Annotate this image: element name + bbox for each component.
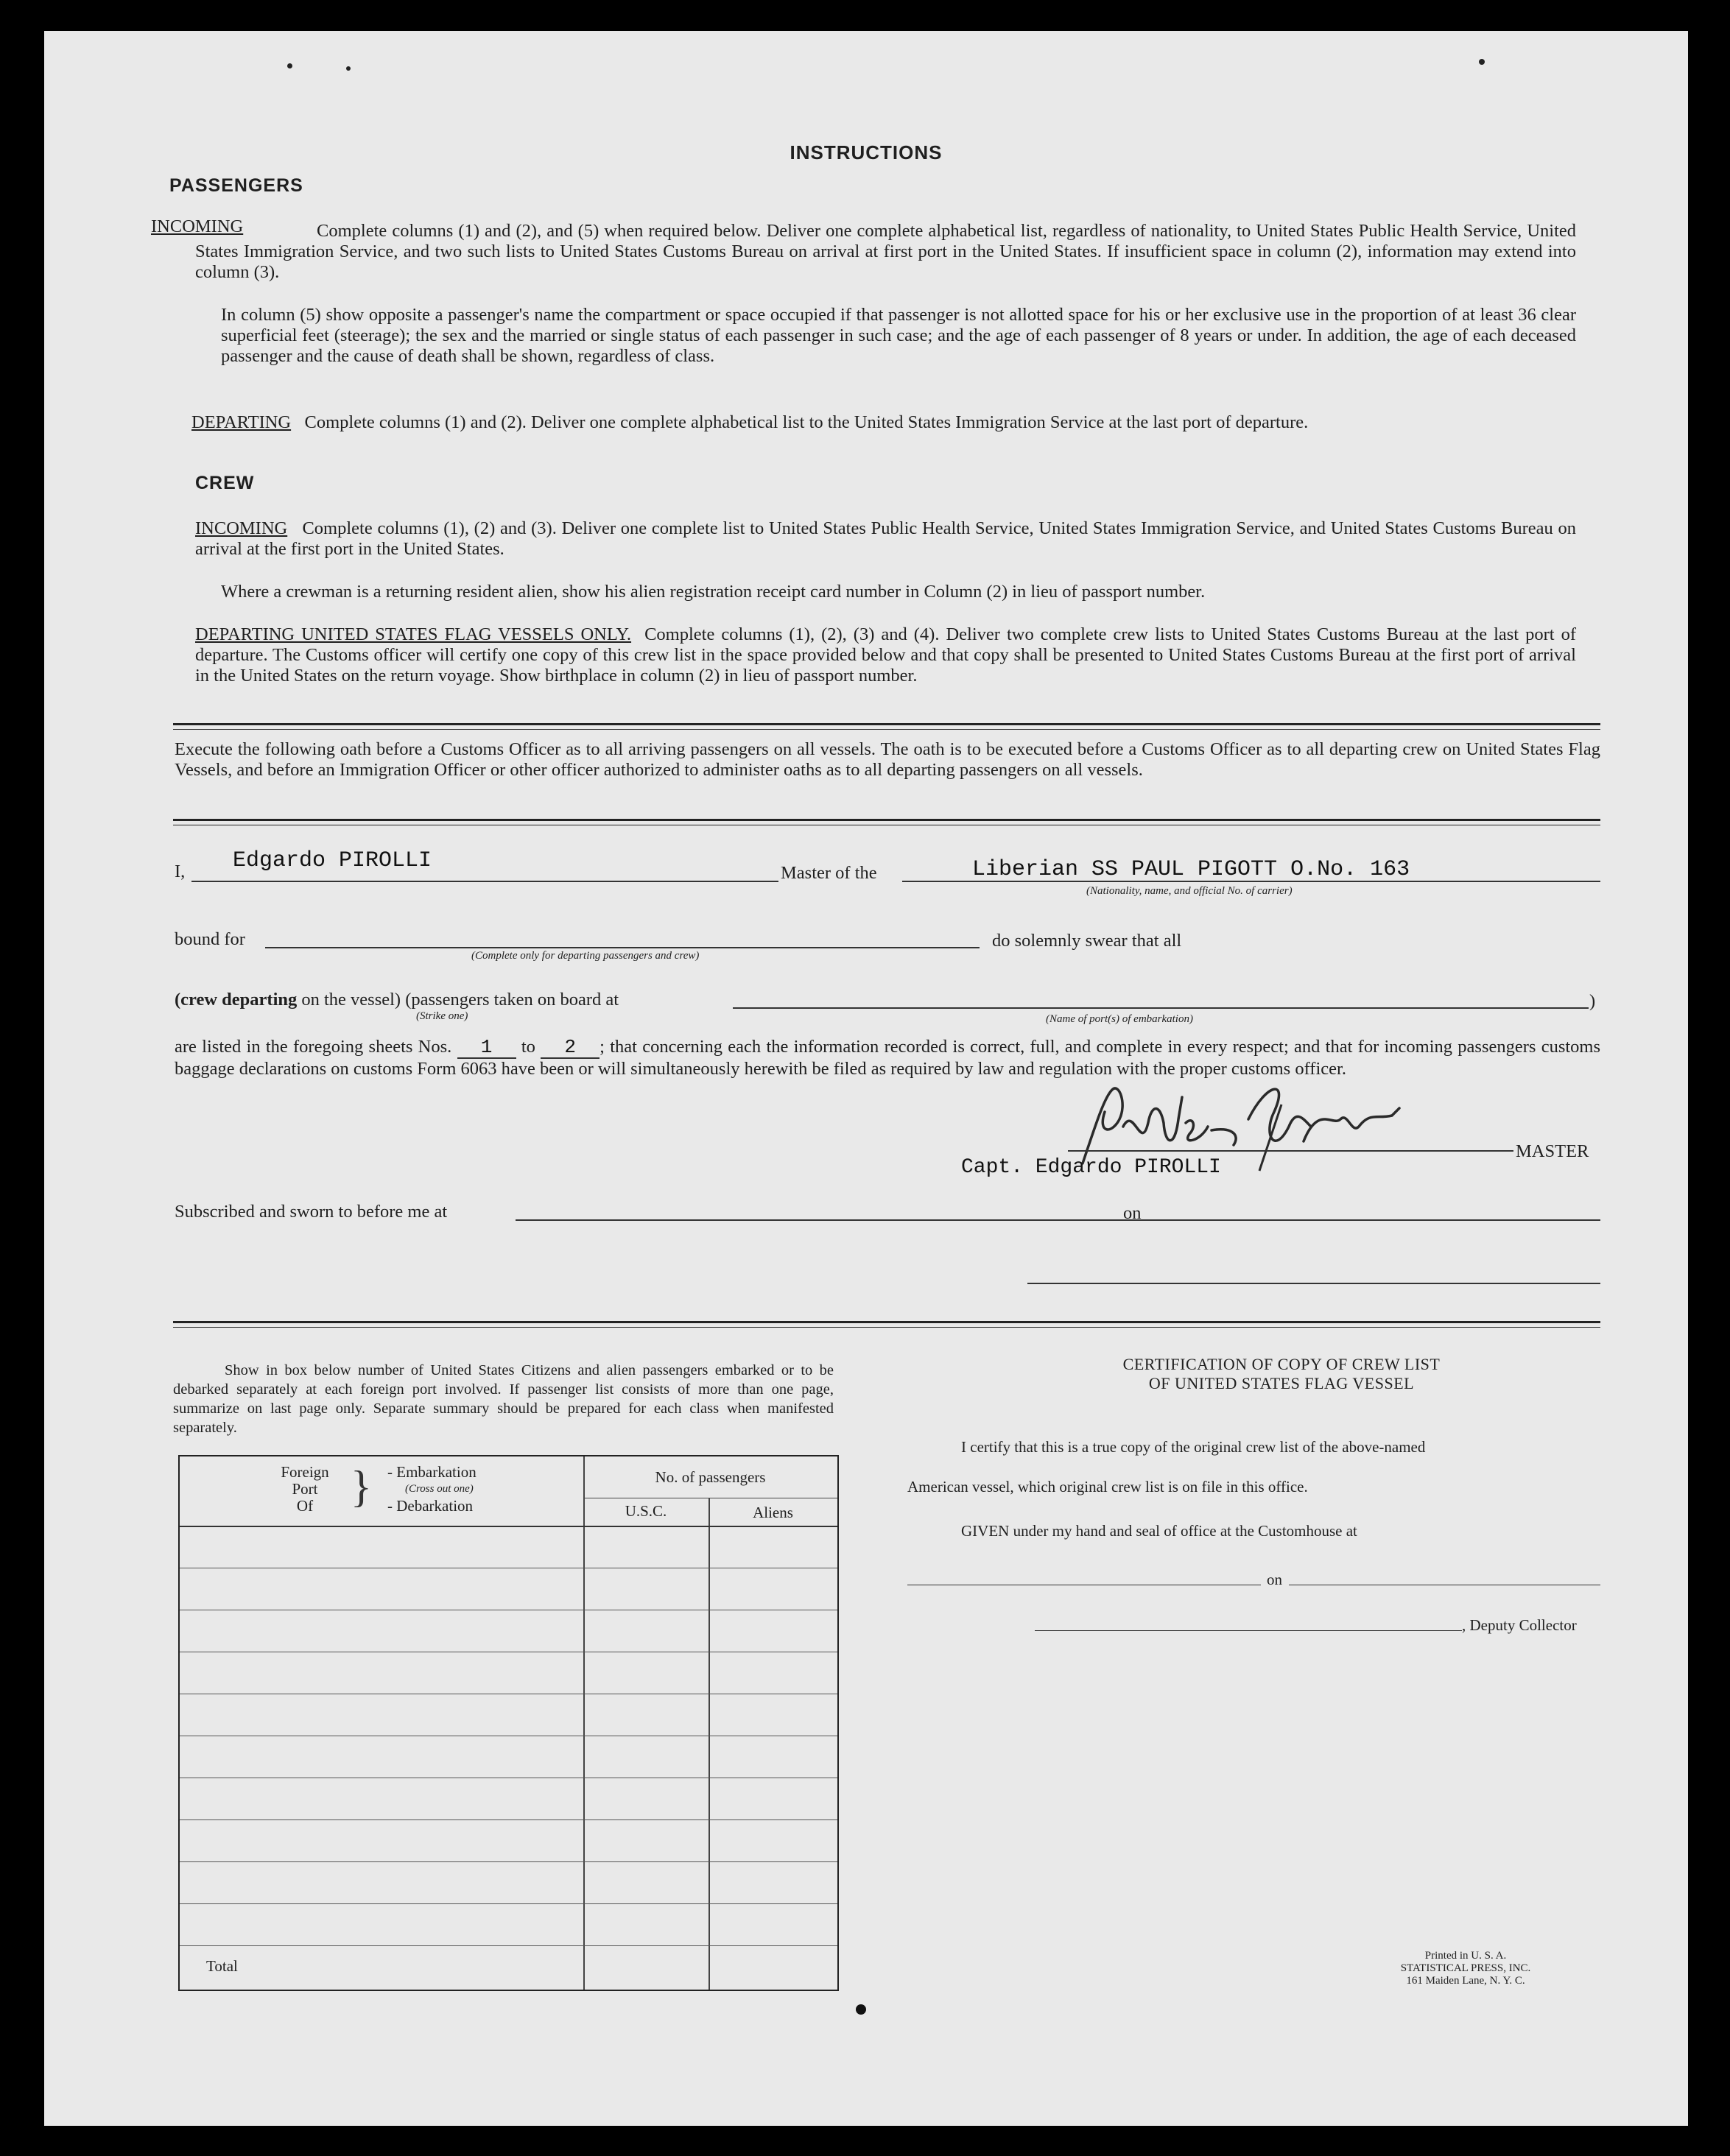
certification-title-line2: OF UNITED STATES FLAG VESSEL	[1148, 1374, 1415, 1392]
typed-signature: Capt. Edgardo PIROLLI	[961, 1156, 1221, 1179]
departing-text: Complete columns (1) and (2). Deliver one complete alphabetical list to the United States Immigration Service at the last port of departure.	[304, 412, 1309, 432]
crew-heading: CREW	[195, 473, 255, 493]
speck-mark	[1479, 59, 1485, 65]
instructions-title: INSTRUCTIONS	[790, 141, 943, 163]
incoming-label: INCOMING	[151, 216, 244, 236]
ports-line	[733, 1007, 1589, 1009]
speck-mark	[287, 63, 292, 68]
aliens-header: Aliens	[753, 1504, 793, 1521]
certify-line2: American vessel, which original crew list is on file in this office.	[907, 1478, 1308, 1496]
flag-vessels-text: Complete columns (1), (2), (3) and (4). Deliver two complete crew lists to United States Customs Bureau at the last port of departure. The Customs officer will certify one copy of this crew list in the space provided below and that copy shall be presented to United States Customs Bureau at the first port of arrival in the United States on the return voyage. Show birthplace in column (2) in lieu of passport number.	[195, 624, 1576, 686]
master-of-label: Master of the	[781, 863, 877, 883]
crew-incoming-label: INCOMING	[195, 518, 288, 538]
master-label: MASTER	[1516, 1141, 1589, 1161]
sheet-from-value: 1	[480, 1036, 493, 1058]
printer-line3: 161 Maiden Lane, N. Y. C.	[1406, 1975, 1525, 1987]
certification-title	[913, 1355, 1650, 1393]
sheet-from-field	[457, 1037, 516, 1059]
certify-line1: I certify that this is a true copy of the original crew list of the above-named	[961, 1438, 1426, 1456]
passengers-heading: PASSENGERS	[169, 175, 303, 196]
crew-incoming-text: Complete columns (1), (2) and (3). Deliver one complete list to United States Public Health Service, United States Immigration Service, and United States Customs Bureau on arrival at the first port in the United States.	[195, 518, 1576, 559]
bound-for-line	[265, 947, 980, 948]
strike-one-caption: (Strike one)	[416, 1010, 468, 1022]
subscribed-label: Subscribed and sworn to before me at	[175, 1202, 448, 1222]
listed-paragraph	[175, 1037, 1600, 1079]
incoming-text: Complete columns (1) and (2), and (5) when required below. Deliver one complete alphabetical list, regardless of nationality, to United States Public Health Service, United States Immigration Service, and two such lists to United States Customs Bureau on arrival at first port in the United States. If insufficient space in column (2), information may extend into column (3).	[195, 221, 1576, 282]
subscribed-place-line	[516, 1219, 1169, 1221]
summary-instructions: Show in box below number of United States Citizens and alien passengers embarked or to be debarked separately at each foreign port involved. If passenger list consists of more than one page, summarize on last page only. Separate summary should be prepared for each class when manifested separately.	[173, 1362, 834, 1436]
vessel-caption: (Nationality, name, and official No. of carrier)	[1086, 885, 1293, 897]
officer-signature-line	[1027, 1283, 1600, 1284]
certification-title-line1: CERTIFICATION OF COPY OF CREW LIST	[1122, 1355, 1441, 1373]
sheet-to-value: 2	[564, 1036, 576, 1058]
subscribed-on-label: on	[1123, 1203, 1142, 1223]
crew-incoming-instructions	[195, 518, 1576, 560]
flag-vessels-instructions	[195, 624, 1576, 686]
listed-rest: ; that concerning each the information recorded is correct, full, and complete in every respect; and that for incoming passengers customs baggage declarations on customs Form 6063 have been or will simultaneously herewith be filed as required by law and regulation with the proper customs officer.	[175, 1037, 1601, 1079]
passengers-departing-instructions	[191, 412, 1576, 433]
signature-line	[1068, 1150, 1513, 1152]
flag-vessels-label: DEPARTING UNITED STATES FLAG VESSELS ONLY.	[195, 624, 632, 644]
departing-label: DEPARTING	[191, 412, 292, 432]
deputy-collector-line	[1035, 1630, 1462, 1631]
no-passengers-header: No. of passengers	[655, 1468, 766, 1486]
embark-debark-label	[387, 1464, 477, 1515]
vessel-value: Liberian SS PAUL PIGOTT O.No. 163	[972, 857, 1410, 882]
crew-departing-label: (crew departing	[175, 990, 298, 1010]
certification-on-label: on	[1267, 1571, 1282, 1588]
given-line: GIVEN under my hand and seal of office at the Customhouse at	[961, 1522, 1357, 1540]
bound-for-caption: (Complete only for departing passengers and crew)	[471, 950, 700, 962]
foreign-port-of-label	[261, 1464, 349, 1515]
document-page	[44, 31, 1688, 2126]
brace-icon: }	[351, 1462, 372, 1511]
close-paren: )	[1589, 991, 1596, 1011]
bound-for-label: bound for	[175, 929, 245, 949]
on-vessel-label: on the vessel)	[301, 990, 401, 1010]
column5-instructions: In column (5) show opposite a passenger's name the compartment or space occupied if that passenger is not allotted space for his or her exclusive use in the proportion of at least 36 clear superficial feet (steerage); the sex and the married or single status of each passenger in such case; and the age of each passenger of 8 years or under. In addition, the age of each deceased passenger and the cause of death shall be shown, regardless of class.	[221, 305, 1576, 366]
i-label: I,	[175, 862, 186, 881]
swear-label: do solemnly swear that all	[992, 931, 1182, 951]
of-label: Of	[296, 1497, 314, 1515]
subscribed-date-line	[1145, 1219, 1600, 1221]
embarkation-label: - Embarkation	[387, 1463, 477, 1481]
oath-intro: Execute the following oath before a Customs Officer as to all arriving passengers on all vessels. The oath is to be executed before a Customs Officer as to all departing crew on United States Flag Vessels, and before an Immigration Officer or other officer authorized to administer oaths as to all departing passengers on all vessels.	[175, 739, 1600, 780]
cross-out-label: (Cross out one)	[405, 1483, 474, 1495]
debarkation-label: - Debarkation	[387, 1497, 474, 1515]
ports-caption: (Name of port(s) of embarkation)	[1046, 1013, 1193, 1025]
passengers-taken-label: (passengers taken on board at	[405, 990, 619, 1010]
printer-line2: STATISTICAL PRESS, INC.	[1400, 1962, 1531, 1974]
printer-imprint	[1326, 1950, 1606, 1987]
printer-line1: Printed in U. S. A.	[1424, 1950, 1507, 1962]
deputy-collector-label: , Deputy Collector	[1462, 1616, 1577, 1634]
crew-departing-line	[175, 990, 619, 1010]
passengers-incoming-instructions	[151, 216, 1576, 283]
speck-mark	[346, 66, 351, 71]
to-label: to	[521, 1037, 535, 1057]
foreign-label: Foreign	[281, 1463, 329, 1481]
master-name-value: Edgardo PIROLLI	[233, 848, 432, 873]
sheet-to-field	[541, 1037, 599, 1059]
master-name-line	[191, 881, 778, 882]
punch-hole-mark	[856, 2004, 866, 2015]
listed-label: are listed in the foregoing sheets Nos.	[175, 1037, 452, 1057]
total-label: Total	[206, 1957, 238, 1975]
port-label: Port	[292, 1480, 318, 1498]
passenger-summary-table	[178, 1455, 839, 1991]
crewman-instructions: Where a crewman is a returning resident alien, show his alien registration receipt card number in Column (2) in lieu of passport number.	[221, 582, 1206, 602]
usc-header: U.S.C.	[625, 1502, 667, 1520]
